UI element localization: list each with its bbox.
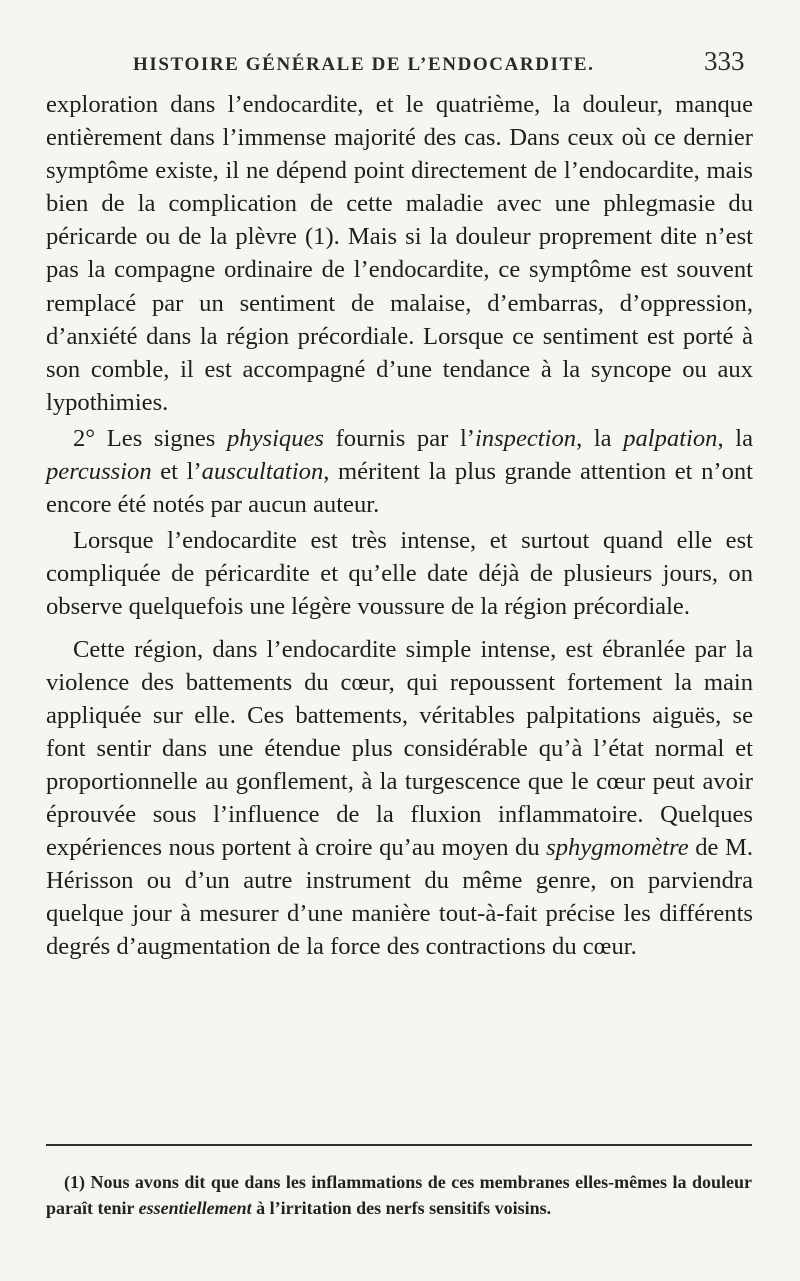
footnote-paragraph bbox=[46, 1170, 752, 1221]
footnote-text: (1) Nous avons dit que dans les inflammations de ces membranes elles-mêmes la douleur paraît tenir bbox=[46, 1172, 752, 1218]
footnote-text: à l’irritation des nerfs sensitifs voisins. bbox=[251, 1197, 552, 1218]
paragraph-2-text: , la bbox=[717, 424, 754, 452]
running-title: HISTOIRE GÉNÉRALE DE L’ENDOCARDITE. bbox=[133, 54, 595, 75]
paragraph-4 bbox=[46, 633, 753, 964]
italic-term: inspection bbox=[474, 424, 577, 452]
italic-term: sphygmomètre bbox=[546, 834, 689, 862]
paragraph-3 bbox=[46, 524, 753, 623]
paragraph-1 bbox=[46, 88, 753, 419]
page-number: 333 bbox=[704, 46, 745, 76]
paragraph-4-text: de M. Hérisson ou d’un autre instrument du même genre, on parviendra quelque jour à mesurer d’une manière tout-à-fait précise les différents degrés d’augmentation de la force des contractions du cœur. bbox=[46, 834, 753, 961]
paragraph-4-text: Cette région, dans l’endocardite simple intense, est ébranlée par la violence des battements du cœur, qui repoussent fortement la main appliquée sur elle. Ces battements, véritables palpitations aiguës, se font sentir dans une étendue plus considérable qu’à l’état normal et proportionnelle au gonflement, à la turgescence que le cœur peut avoir éprouvée sous l’influence de la fluxion inflammatoire. Quelques expériences nous portent à croire qu’au moyen du bbox=[46, 635, 753, 862]
italic-term: percussion bbox=[46, 458, 152, 486]
paragraph-1-text: exploration dans l’endocardite, et le quatrième, la douleur, manque entièrement dans l’immense majorité des cas. Dans ceux où ce dernier symptôme existe, il ne dépend point directement de l’endocardite, mais bien de la complication de cette maladie avec une phlegmasie du péricarde ou de la plèvre (1). Mais si la douleur proprement dite n’est pas la compagne ordinaire de l’endocardite, ce symptôme est souvent remplacé par un sentiment de malaise, d’embarras, d’oppression, d’anxiété dans la région précordiale. Lorsque ce sentiment est porté à son comble, il est accompagné d’une tendance à la syncope ou aux lypothimies. bbox=[46, 91, 753, 416]
italic-term: palpation bbox=[623, 424, 718, 452]
main-text bbox=[46, 88, 753, 963]
italic-term: auscultation bbox=[201, 458, 324, 486]
italic-term: physiques bbox=[227, 424, 324, 452]
italic-term: essentiellement bbox=[138, 1197, 252, 1218]
footnote-separator bbox=[46, 1144, 752, 1146]
paragraph-3-text: Lorsque l’endocardite est très intense, et surtout quand elle est compliquée de péricardite et qu’elle date déjà de plusieurs jours, on observe quelquefois une légère voussure de la région précordiale. bbox=[46, 527, 753, 621]
paragraph-2-text: 2° Les signes bbox=[73, 424, 227, 452]
page-header bbox=[0, 44, 800, 80]
paragraph-2-text: et l’ bbox=[151, 458, 202, 486]
paragraph-2-text: fournis par l’ bbox=[324, 424, 475, 452]
footnote bbox=[46, 1170, 752, 1221]
paragraph-2-text: , méritent la plus grande attention et n’ont encore été notés par aucun auteur. bbox=[46, 458, 753, 519]
paragraph-2 bbox=[46, 422, 753, 521]
paragraph-2-text: , la bbox=[576, 424, 624, 452]
